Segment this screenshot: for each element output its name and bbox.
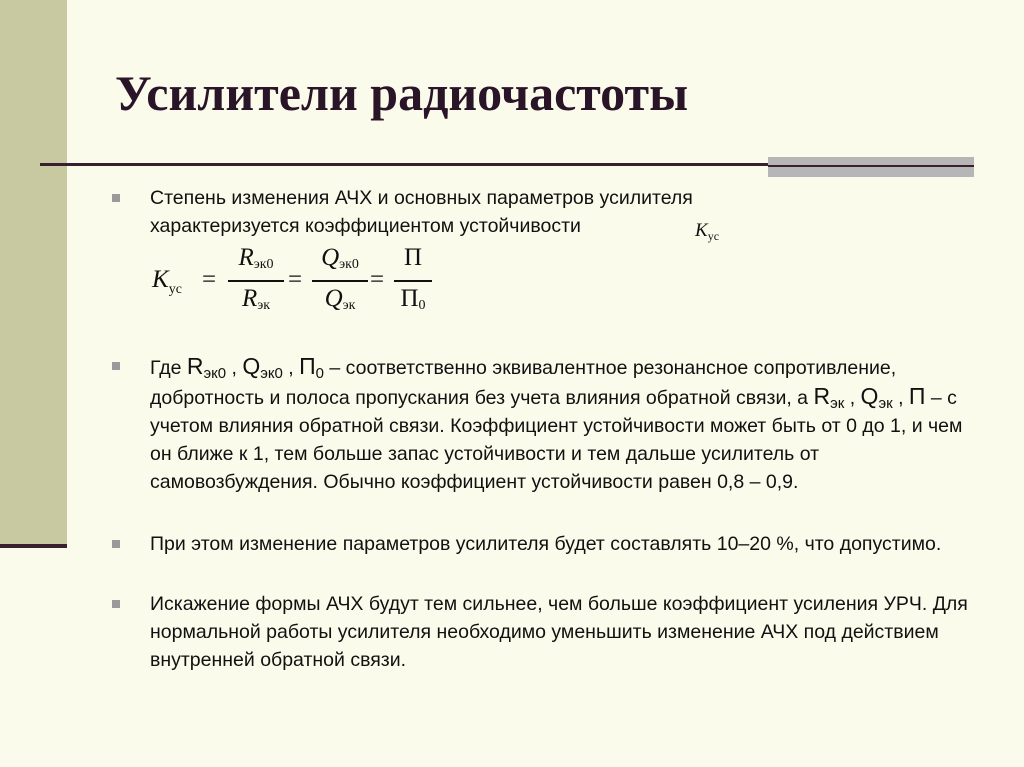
inline-kus-symbol: $K_{ус}$ (695, 220, 720, 243)
fraction-q: Qэк0 Qэк (312, 244, 368, 319)
bullet-icon (112, 600, 120, 608)
formula-equals-1: = (202, 266, 217, 293)
divider-accent-line (768, 165, 974, 167)
fraction-p: П П0 (394, 244, 432, 319)
paragraph-1-line-1: Степень изменения АЧХ и основных параметров усилителя (150, 187, 693, 209)
formula-equals-2: = (288, 266, 303, 293)
paragraph-2: Где $R_{эк0}$ , $Q_{эк0}$ , $П_0$ – соответственно эквивалентное резонансное сопротивление, добротность и полоса пропускания без учета влияния обратной связи, а $R_{эк}$ , $Q_{эк}$ , П – с учетом влияния обратной связи. Коэффициент устойчивости может быть от 0 до 1, и чем он ближе к 1, тем больше запас устойчивости и тем дальше усилитель от самовозбуждения. Обычно коэффициент устойчивости равен 0,8 – 0,9. (150, 352, 970, 496)
paragraph-1 (150, 184, 970, 243)
side-accent-line (0, 544, 67, 548)
paragraph-1-line-2: характеризуется коэффициентом устойчивости (150, 215, 581, 237)
divider-accent-block (768, 157, 974, 177)
side-accent-bar (0, 0, 67, 544)
formula-equals-3: = (370, 266, 385, 293)
paragraph-4: Искажение формы АЧХ будут тем сильнее, чем больше коэффициент усиления УРЧ. Для нормальной работы усилителя необходимо уменьшить изменение АЧХ под действием внутренней обратной связи. (150, 590, 970, 674)
bullet-icon (112, 194, 120, 202)
fraction-r: Rэк0 Rэк (228, 244, 284, 319)
slide-title: Усилители радиочастоты (115, 65, 689, 121)
bullet-icon (112, 540, 120, 548)
paragraph-3: При этом изменение параметров усилителя будет составлять 10–20 %, что допустимо. (150, 530, 970, 558)
formula-lhs: $K_{ус}$ (152, 266, 182, 297)
bullet-icon (112, 362, 120, 370)
